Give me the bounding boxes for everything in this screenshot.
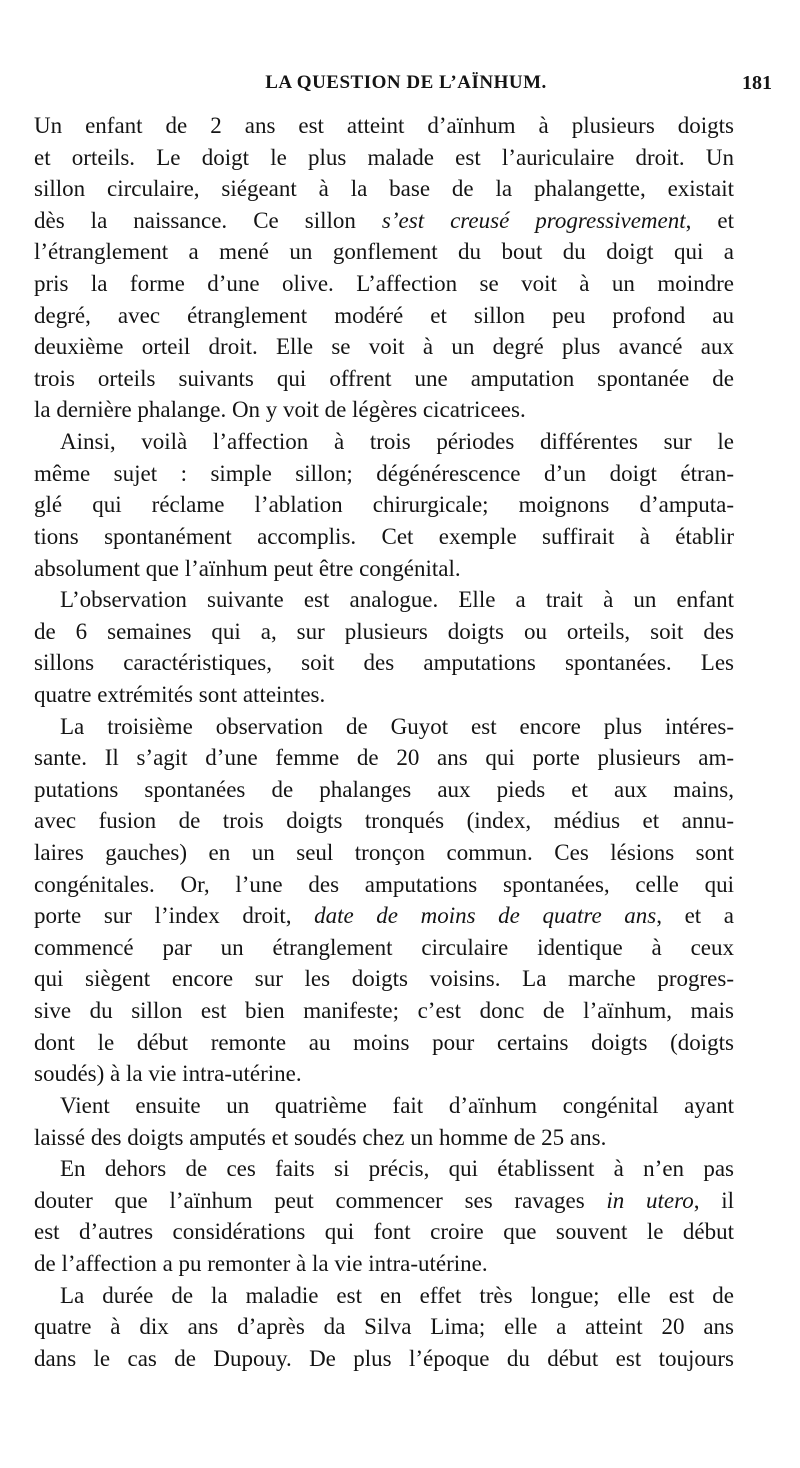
text-line <box>34 1216 734 1248</box>
italic-text: date de moins de quatre ans <box>314 903 657 929</box>
text-line <box>34 236 734 268</box>
running-title: LA QUESTION DE L’AÏNHUM. <box>265 72 547 93</box>
text-segment: sive du sillon est bien manifeste; c’est donc de l’aïnhum, mais <box>34 998 734 1024</box>
text-segment: glé qui réclame l’ablation chirurgicale; moignons d’amputa- <box>34 492 734 518</box>
text-segment: sillon circulaire, siégeant à la base de la phalangette, existait <box>34 176 734 202</box>
text-line <box>34 363 734 395</box>
text-segment: commencé par un étranglement circulaire identique à ceux <box>34 934 734 960</box>
text-segment: degré, avec étranglement modéré et sillon peu profond au <box>34 302 734 328</box>
text-segment: soudés) à la vie intra-utérine. <box>34 1061 302 1087</box>
text-segment: quatre extrémités sont atteintes. <box>34 681 326 707</box>
text-line <box>34 489 734 521</box>
text-line <box>34 1122 734 1154</box>
text-segment: , et a <box>656 903 734 929</box>
text-line <box>34 963 734 995</box>
text-line <box>34 1280 734 1312</box>
text-segment: , il <box>693 1187 734 1213</box>
text-segment: la dernière phalange. On y voit de légères cicatricees. <box>34 397 526 423</box>
text-segment: absolument que l’aïnhum peut être congénital. <box>34 555 461 581</box>
italic-text: s’est creusé progressivement <box>381 207 686 233</box>
text-segment: de 6 semaines qui a, sur plusieurs doigts ou orteils, soit des <box>34 618 734 644</box>
text-segment: laissé des doigts amputés et soudés chez un homme de 25 ans. <box>34 1124 607 1150</box>
text-line <box>34 805 734 837</box>
text-segment: Vient ensuite un quatrième fait d’aïnhum congénital ayant <box>60 1092 734 1118</box>
text-segment: et orteils. Le doigt le plus malade est l’auriculaire droit. Un <box>34 144 734 170</box>
running-head <box>40 72 772 102</box>
text-line <box>34 110 734 142</box>
text-segment: de l’affection a pu remonter à la vie intra-utérine. <box>34 1250 488 1276</box>
text-segment: deuxième orteil droit. Elle se voit à un degré plus avancé aux <box>34 334 734 360</box>
italic-text: in utero <box>606 1187 694 1213</box>
text-line <box>34 1090 734 1122</box>
text-line <box>34 1248 734 1280</box>
text-line <box>34 426 734 458</box>
text-segment: porte sur l’index droit, <box>34 903 315 929</box>
text-line <box>34 458 734 490</box>
text-segment: sillons caractéristiques, soit des amputations spontanées. Les <box>34 650 734 676</box>
text-segment: En dehors de ces faits si précis, qui établissent à n’en pas <box>60 1156 734 1182</box>
text-line <box>34 995 734 1027</box>
text-line <box>34 616 734 648</box>
text-line <box>34 268 734 300</box>
text-segment: La durée de la maladie est en effet très longue; elle est de <box>60 1282 734 1308</box>
text-segment: , et <box>685 207 734 233</box>
text-line <box>34 1311 734 1343</box>
text-segment: congénitales. Or, l’une des amputations spontanées, celle qui <box>34 871 734 897</box>
text-line <box>34 553 734 585</box>
text-line <box>34 331 734 363</box>
text-line <box>34 1027 734 1059</box>
text-line <box>34 679 734 711</box>
text-line <box>34 837 734 869</box>
text-segment: La troisième observation de Guyot est encore plus intéres- <box>60 713 734 739</box>
text-line <box>34 869 734 901</box>
text-segment: putations spontanées de phalanges aux pieds et aux mains, <box>34 776 734 802</box>
text-line <box>34 205 734 237</box>
text-segment: Ainsi, voilà l’affection à trois périodes différentes sur le <box>60 429 734 455</box>
text-segment: qui siègent encore sur les doigts voisins. La marche progres- <box>34 966 734 992</box>
page-number: 181 <box>742 72 772 94</box>
text-segment: dont le début remonte au moins pour certains doigts (doigts <box>34 1029 734 1055</box>
text-segment: avec fusion de trois doigts tronqués (index, médius et annu- <box>34 808 734 834</box>
text-line <box>34 1343 734 1375</box>
text-segment: douter que l’aïnhum peut commencer ses ravages <box>34 1187 607 1213</box>
text-line <box>34 173 734 205</box>
text-line <box>34 394 734 426</box>
body-text <box>34 110 734 1374</box>
text-segment: est d’autres considérations qui font croire que souvent le début <box>34 1219 734 1245</box>
text-line <box>34 1058 734 1090</box>
text-segment: dans le cas de Dupouy. De plus l’époque du début est toujours <box>34 1345 734 1371</box>
text-segment: sante. Il s’agit d’une femme de 20 ans qui porte plusieurs am- <box>34 745 734 771</box>
text-segment: laires gauches) en un seul tronçon commun. Ces lésions sont <box>34 840 734 866</box>
text-segment: L’observation suivante est analogue. Elle a trait à un enfant <box>60 587 734 613</box>
text-line <box>34 1185 734 1217</box>
text-segment: tions spontanément accomplis. Cet exemple suffirait à établir <box>34 523 734 549</box>
text-line <box>34 300 734 332</box>
text-line <box>34 932 734 964</box>
text-line <box>34 521 734 553</box>
text-line <box>34 647 734 679</box>
text-segment: dès la naissance. Ce sillon <box>34 207 382 233</box>
text-line <box>34 774 734 806</box>
text-line <box>34 142 734 174</box>
text-line <box>34 742 734 774</box>
text-segment: quatre à dix ans d’après da Silva Lima; elle a atteint 20 ans <box>34 1314 734 1340</box>
text-segment: Un enfant de 2 ans est atteint d’aïnhum à plusieurs doigts <box>34 113 734 138</box>
text-line <box>34 711 734 743</box>
text-segment: trois orteils suivants qui offrent une amputation spontanée de <box>34 365 734 391</box>
text-line <box>34 1153 734 1185</box>
text-segment: même sujet : simple sillon; dégénérescence d’un doigt étran- <box>34 460 734 486</box>
text-line <box>34 584 734 616</box>
text-segment: l’étranglement a mené un gonflement du bout du doigt qui a <box>34 239 734 265</box>
text-line <box>34 900 734 932</box>
text-segment: pris la forme d’une olive. L’affection se voit à un moindre <box>34 271 734 297</box>
